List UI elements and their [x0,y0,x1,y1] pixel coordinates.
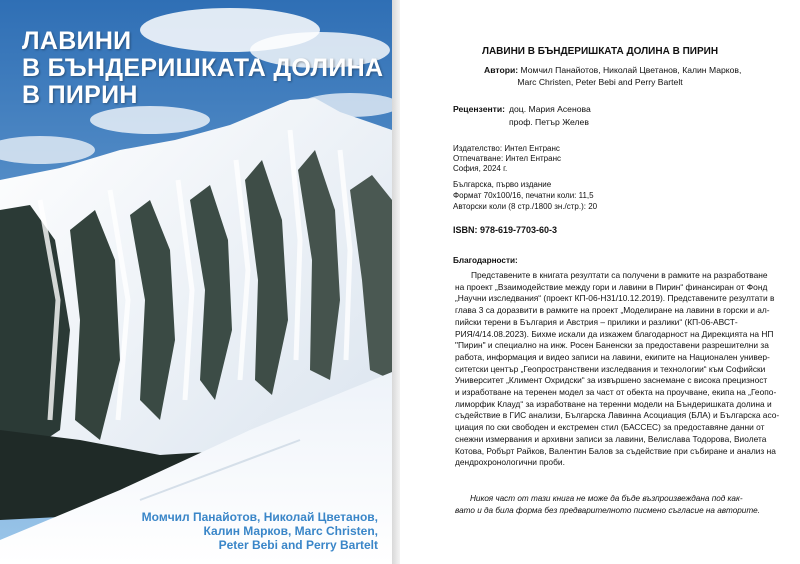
ack-line: Университет „Климент Охридски“ за извършено заснемане с висока прецизност [455,375,768,386]
ack-line: Котова, Робърт Райков, Валентин Балов за съдействие при събиране и анализ на [455,445,776,456]
authors-names-2: Marc Christen, Peter Bebi and Perry Bartelt [517,77,683,87]
ack-line: глава 3 са доразвити в рамките на проект „Моделиране на лавини в горски и ал- [455,305,770,316]
imprint-line: Издателство: Интел Ентранс [453,144,560,153]
copyright-line-1: Никоя част от тази книга не може да бъде възпроизвеждана под как- [470,494,743,503]
ack-line: и изработване на теренен модел за част от обекта на проучване, екипа на „Геопо- [455,387,777,398]
authors-line-1 [484,65,741,76]
edition-line: Формат 70х100/16, печатни коли: 11,5 [453,191,594,200]
cover-author-line: Калин Марков, Marc Christen, [203,524,378,538]
authors-names-1: Момчил Панайотов, Николай Цветанов, Калин Марков, [520,65,742,75]
ack-line: снежни измервания и архивни записи за лавини, Велислава Тодорова, Виолета [455,433,767,444]
ack-line: на проект „Взаимодействие между гори и лавини в Пирин“ финансиран от Фонд [455,281,768,292]
ack-line: "Пирин" и специално на инж. Росен Баненски за предоставени разрешителни за [455,340,769,351]
page-gutter [392,0,400,564]
acknowledgements-heading: Благодарности: [453,256,518,265]
imprint-line: Отпечатване: Интел Ентранс [453,154,561,163]
book-cover [0,0,392,564]
reviewer-1: доц. Мария Асенова [509,104,591,114]
cover-title-line: В БЪНДЕРИШКАТА ДОЛИНА [22,54,384,82]
edition-line: Авторски коли (8 стр./1800 зн./стр.): 20 [453,202,598,211]
cover-title [22,28,383,109]
ack-line: „Научни изследвания“ (проект КП-06-Н31/10.12.2019). Представените резултати в [455,293,775,304]
cover-title-line: ЛАВИНИ [22,27,132,55]
page-title: ЛАВИНИ В БЪНДЕРИШКАТА ДОЛИНА В ПИРИН [481,46,719,57]
copyright-line-2: вато и да била форма без предварителното писмено съгласие на авторите. [455,506,761,515]
cover-author-line: Момчил Панайотов, Николай Цветанов, [141,510,378,524]
authors-label: Автори: [484,65,519,75]
ack-line: лиморфик Клауд“ за изработване на теренни модели на Бъндеришката долина и [455,398,772,409]
ack-line: пийски терени в България и Австрия – прилики и разлики“ (КП-06-АВСТ- [455,316,738,327]
cover-authors [142,510,378,552]
ack-line: съдействие в ГИС анализи, Българска Лавинна Асоциация (БЛА) и Българска асо- [455,410,780,421]
cover-title-line: В ПИРИН [22,81,138,109]
title-page [400,0,800,564]
reviewer-2: проф. Петър Желев [509,117,589,127]
ack-line: Представените в книгата резултати са получени в рамките на разработване [471,270,768,280]
acknowledgements-paragraph [455,270,780,469]
edition-line: Българска, първо издание [453,180,552,189]
imprint-line: София, 2024 г. [453,164,508,173]
ack-line: РИЯ/4/14.08.2023). Бихме искали да изкажем благодарност на Дирекцията на НП [455,328,774,339]
ack-line: ситетски център „Геопространствени изследвания и технологии“ към Софийски [455,363,766,374]
ack-line: работа, информация и видео записи на лавини, екипите на Национален универ- [455,351,770,362]
isbn: ISBN: 978-619-7703-60-3 [453,225,558,235]
cover-author-line: Peter Bebi and Perry Bartelt [218,538,378,552]
reviewers-label: Рецензенти: [453,104,506,114]
ack-line: циация по ски свободен и екстремен стил (БАССЕС) за предоставяне данни от [455,422,765,433]
ack-line: дендрохронологични проби. [455,457,565,468]
